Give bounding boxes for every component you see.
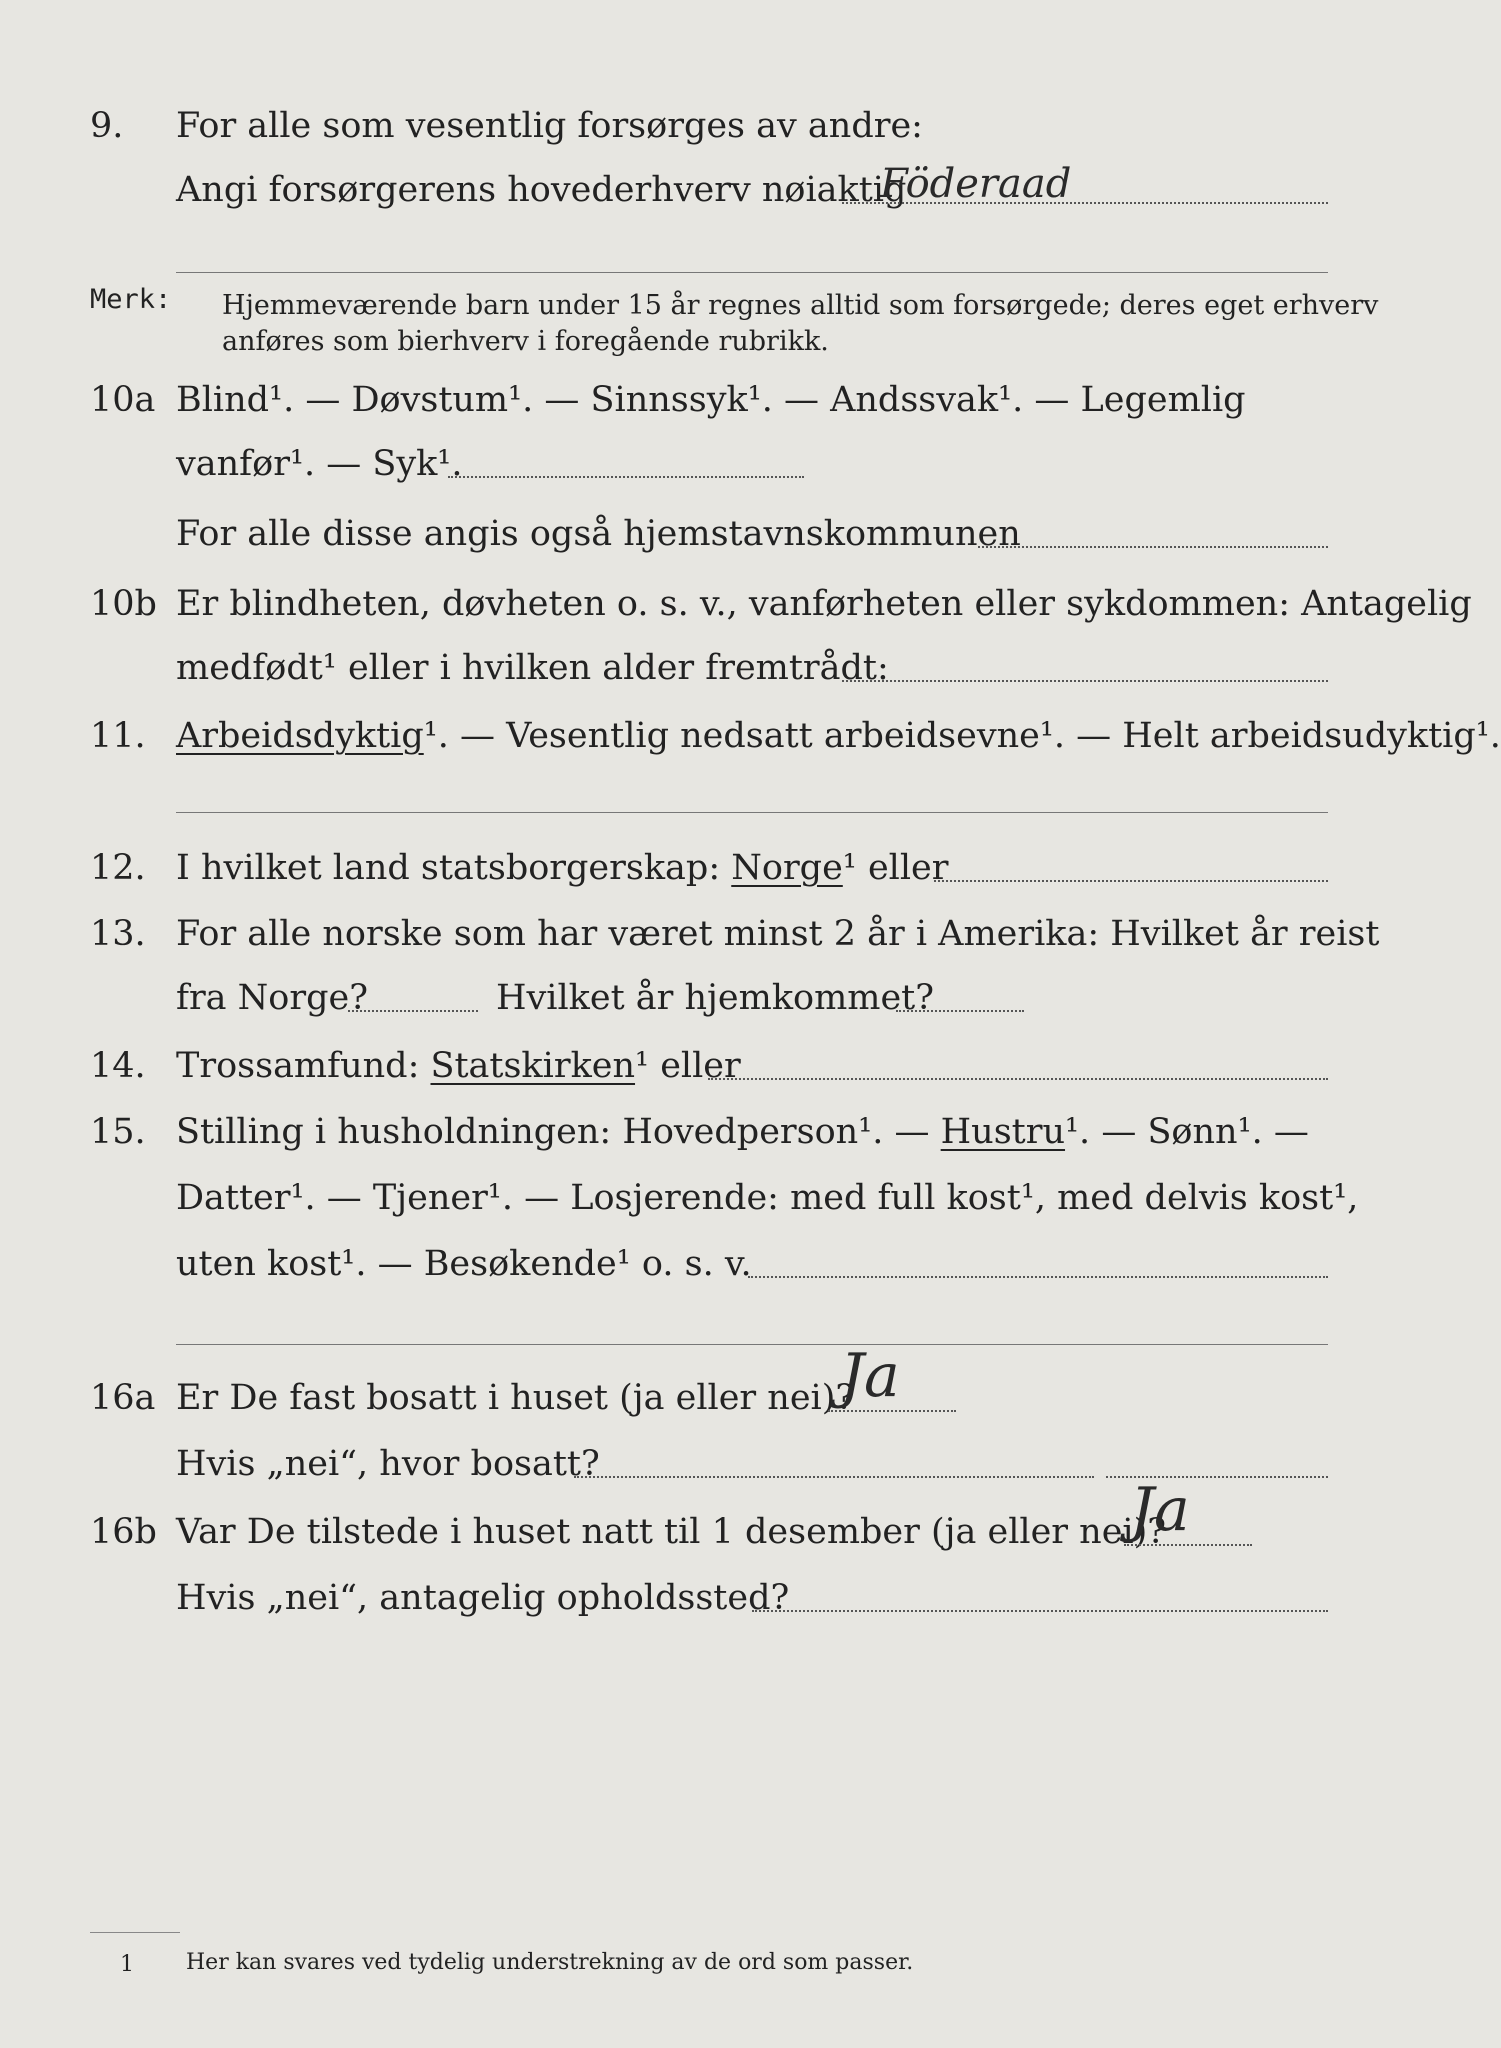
question-text: Hvis „nei“, hvor bosatt? — [176, 1444, 600, 1484]
blank-line — [176, 272, 1328, 273]
footnote-separator — [90, 1932, 180, 1933]
underlined-option: Statskirken — [430, 1046, 636, 1086]
note-line2: anføres som bierhverv i foregående rubrikk. — [222, 326, 829, 357]
question-text: Var De tilstede i huset natt til 1 desember (ja eller nei)? — [176, 1512, 1167, 1552]
handwritten-answer: Föderaad — [880, 161, 1072, 207]
blank-line — [176, 1344, 1328, 1345]
question-text: For alle norske som har været minst 2 år i Amerika: Hvilket år reist — [176, 914, 1380, 954]
footnote-mark: 1 — [120, 1952, 134, 1977]
underlined-option: Hustru — [940, 1112, 1066, 1152]
handwritten-answer: Ja — [840, 1341, 900, 1411]
question-text: ¹ eller — [842, 848, 949, 888]
blank-line — [176, 812, 1328, 813]
underlined-option: Arbeidsdyktig — [176, 716, 424, 756]
question-text: Er blindheten, døvheten o. s. v., vanførheten eller sykdommen: Antagelig — [176, 584, 1472, 624]
question-text: Datter¹. — Tjener¹. — Losjerende: med full kost¹, med delvis kost¹, — [176, 1178, 1359, 1218]
question-text: Stilling i husholdningen: Hovedperson¹. — — [176, 1112, 930, 1152]
question-text: ¹ eller — [635, 1046, 741, 1086]
question-text: For alle som vesentlig forsørges av andre: — [176, 106, 923, 146]
answer-line — [574, 1476, 1094, 1478]
note-label: Merk: — [90, 284, 172, 315]
answer-line — [708, 1078, 1328, 1080]
question-text: medfødt¹ eller i hvilken alder fremtrådt: — [176, 648, 889, 688]
answer-line — [842, 680, 1328, 682]
question-text: Er De fast bosatt i huset (ja eller nei)? — [176, 1378, 855, 1418]
question-text: For alle disse angis også hjemstavnskommunen — [176, 514, 1021, 554]
question-number: 16a — [90, 1378, 156, 1418]
question-number: 9. — [90, 106, 124, 146]
answer-line — [448, 476, 804, 478]
answer-line — [748, 1276, 1328, 1278]
question-number: 12. — [90, 848, 146, 888]
question-text: I hvilket land statsborgerskap: — [176, 848, 721, 888]
answer-line — [896, 1010, 1024, 1012]
question-number: 11. — [90, 716, 146, 756]
question-number: 16b — [90, 1512, 157, 1552]
question-number: 13. — [90, 914, 146, 954]
question-text-wrap — [176, 846, 949, 890]
question-text-wrap — [176, 1110, 1309, 1154]
question-text: Trossamfund: — [176, 1046, 420, 1086]
question-text: Angi forsørgerens hovederhverv nøiaktig — [176, 170, 907, 210]
question-text: vanfør¹. — Syk¹. — [176, 444, 463, 484]
handwritten-answer: Ja — [1130, 1475, 1190, 1545]
question-number: 14. — [90, 1046, 146, 1086]
question-number: 10b — [90, 584, 157, 624]
question-text: fra Norge? — [176, 978, 368, 1018]
underlined-option: Norge — [731, 848, 843, 888]
answer-line — [752, 1610, 1328, 1612]
footnote-text: Her kan svares ved tydelig understrekning av de ord som passer. — [186, 1950, 914, 1975]
question-text: Hvilket år hjemkommet? — [496, 978, 935, 1018]
answer-line — [978, 546, 1328, 548]
question-text: ¹. — Sønn¹. — — [1065, 1112, 1309, 1152]
question-text: uten kost¹. — Besøkende¹ o. s. v. — [176, 1244, 752, 1284]
question-text: Blind¹. — Døvstum¹. — Sinnssyk¹. — Andssvak¹. — Legemlig — [176, 380, 1246, 420]
question-text-wrap — [176, 1044, 741, 1088]
question-number: 15. — [90, 1112, 146, 1152]
answer-line — [348, 1010, 478, 1012]
question-text: Hvis „nei“, antagelig opholdssted? — [176, 1578, 790, 1618]
answer-line — [934, 880, 1328, 882]
question-text-wrap — [176, 714, 1501, 758]
question-number: 10a — [90, 380, 156, 420]
note-line1: Hjemmeværende barn under 15 år regnes alltid som forsørgede; deres eget erhverv — [222, 290, 1379, 321]
question-text: ¹. — Vesentlig nedsatt arbeidsevne¹. — Helt arbeidsudyktig¹. — [423, 716, 1501, 756]
